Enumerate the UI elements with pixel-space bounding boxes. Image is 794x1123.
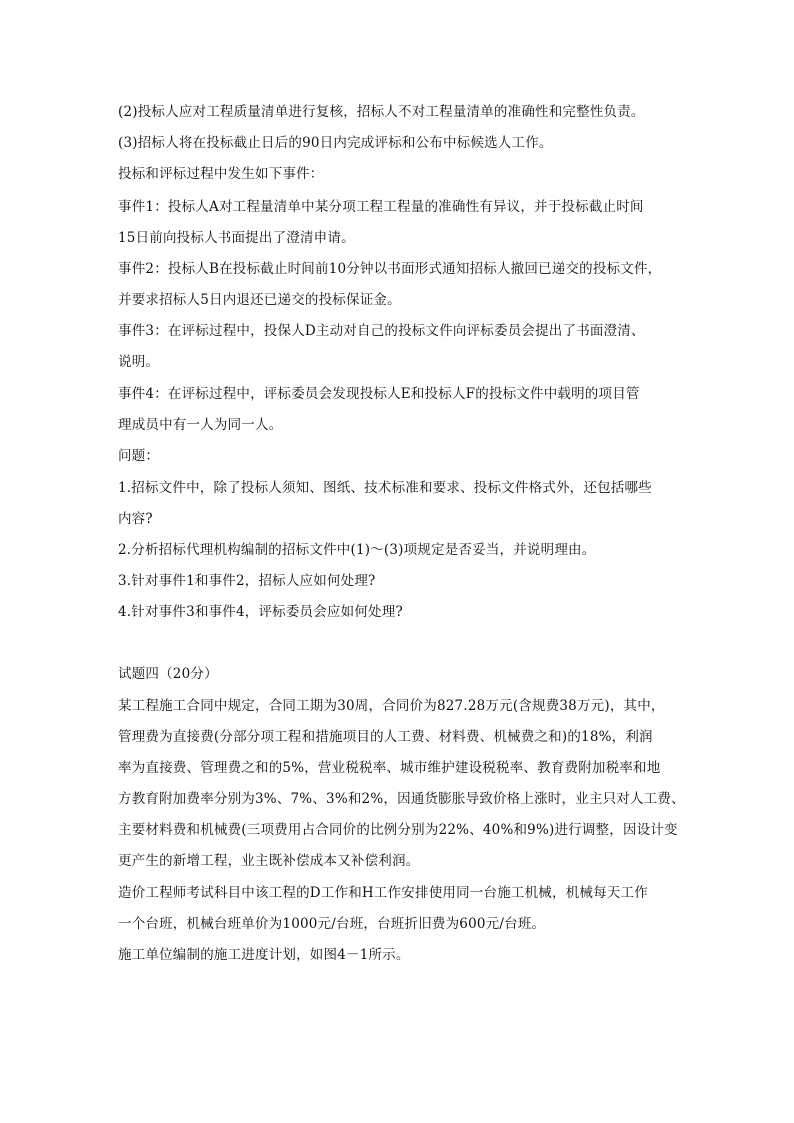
event-1-line-1: 事件1：投标人A对工程量清单中某分项工程工程量的准确性有异议，并于投标截止时间 bbox=[118, 199, 644, 215]
clause-3: (3)招标人将在投标截止日后的90日内完成评标和公布中标候选人工作。 bbox=[118, 135, 553, 151]
question-1-line-2: 内容? bbox=[118, 511, 153, 527]
para-contract-line-4: 方教育附加费率分别为3%、7%、3%和2%，因通货膨胀导致价格上涨时，业主只对人工费、 bbox=[118, 791, 685, 807]
questions-heading: 问题： bbox=[118, 448, 160, 464]
event-4-line-1: 事件4：在评标过程中，评标委员会发现投标人E和投标人F的投标文件中载明的项目管 bbox=[118, 386, 640, 402]
para-machine-line-2: 一个台班，机械台班单价为1000元/台班，台班折旧费为600元/台班。 bbox=[118, 916, 546, 932]
section-heading: 试题四（20分） bbox=[118, 666, 218, 682]
event-2-line-2: 并要求招标人5日内退还已递交的投标保证金。 bbox=[118, 292, 401, 308]
para-contract-line-1: 某工程施工合同中规定，合同工期为30周，合同价为827.28万元(含规费38万元)，其中， bbox=[118, 698, 665, 714]
question-3: 3.针对事件1和事件2，招标人应如何处理? bbox=[118, 573, 376, 589]
para-machine-line-1: 造价工程师考试科目中该工程的D工作和H工作安排使用同一台施工机械，机械每天工作 bbox=[118, 885, 648, 901]
question-4: 4.针对事件3和事件4，评标委员会应如何处理? bbox=[118, 604, 403, 620]
event-1-line-2: 15日前向投标人书面提出了澄清申请。 bbox=[118, 230, 355, 246]
para-contract-line-6: 更产生的新增工程，业主既补偿成本又补偿利润。 bbox=[118, 853, 420, 869]
question-1-line-1: 1.招标文件中，除了投标人须知、图纸、技术标准和要求、投标文件格式外，还包括哪些 bbox=[118, 480, 652, 496]
event-3-line-1: 事件3：在评标过程中，投保人D主动对自己的投标文件向评标委员会提出了书面澄清、 bbox=[118, 323, 645, 339]
para-contract-line-5: 主要材料费和机械费(三项费用占合同价的比例分别为22%、40%和9%)进行调整，因设计变 bbox=[118, 822, 678, 838]
para-contract-line-2: 管理费为直接费(分部分项工程和措施项目的人工费、材料费、机械费之和)的18%，利润 bbox=[118, 729, 653, 745]
para-contract-line-3: 率为直接费、管理费之和的5%，营业税税率、城市维护建设税税率、教育费附加税率和地 bbox=[118, 760, 661, 776]
para-schedule: 施工单位编制的施工进度计划，如图4－1所示。 bbox=[118, 947, 410, 963]
question-2: 2.分析招标代理机构编制的招标文件中(1)～(3)项规定是否妥当，并说明理由。 bbox=[118, 542, 596, 558]
clause-2: (2)投标人应对工程质量清单进行复核，招标人不对工程量清单的准确性和完整性负责。 bbox=[118, 104, 645, 120]
event-3-line-2: 说明。 bbox=[118, 354, 160, 370]
event-2-line-1: 事件2：投标人B在投标截止时间前10分钟以书面形式通知招标人撤回已递交的投标文件， bbox=[118, 261, 662, 277]
events-intro: 投标和评标过程中发生如下事件： bbox=[118, 166, 324, 182]
event-4-line-2: 理成员中有一人为同一人。 bbox=[118, 417, 283, 433]
